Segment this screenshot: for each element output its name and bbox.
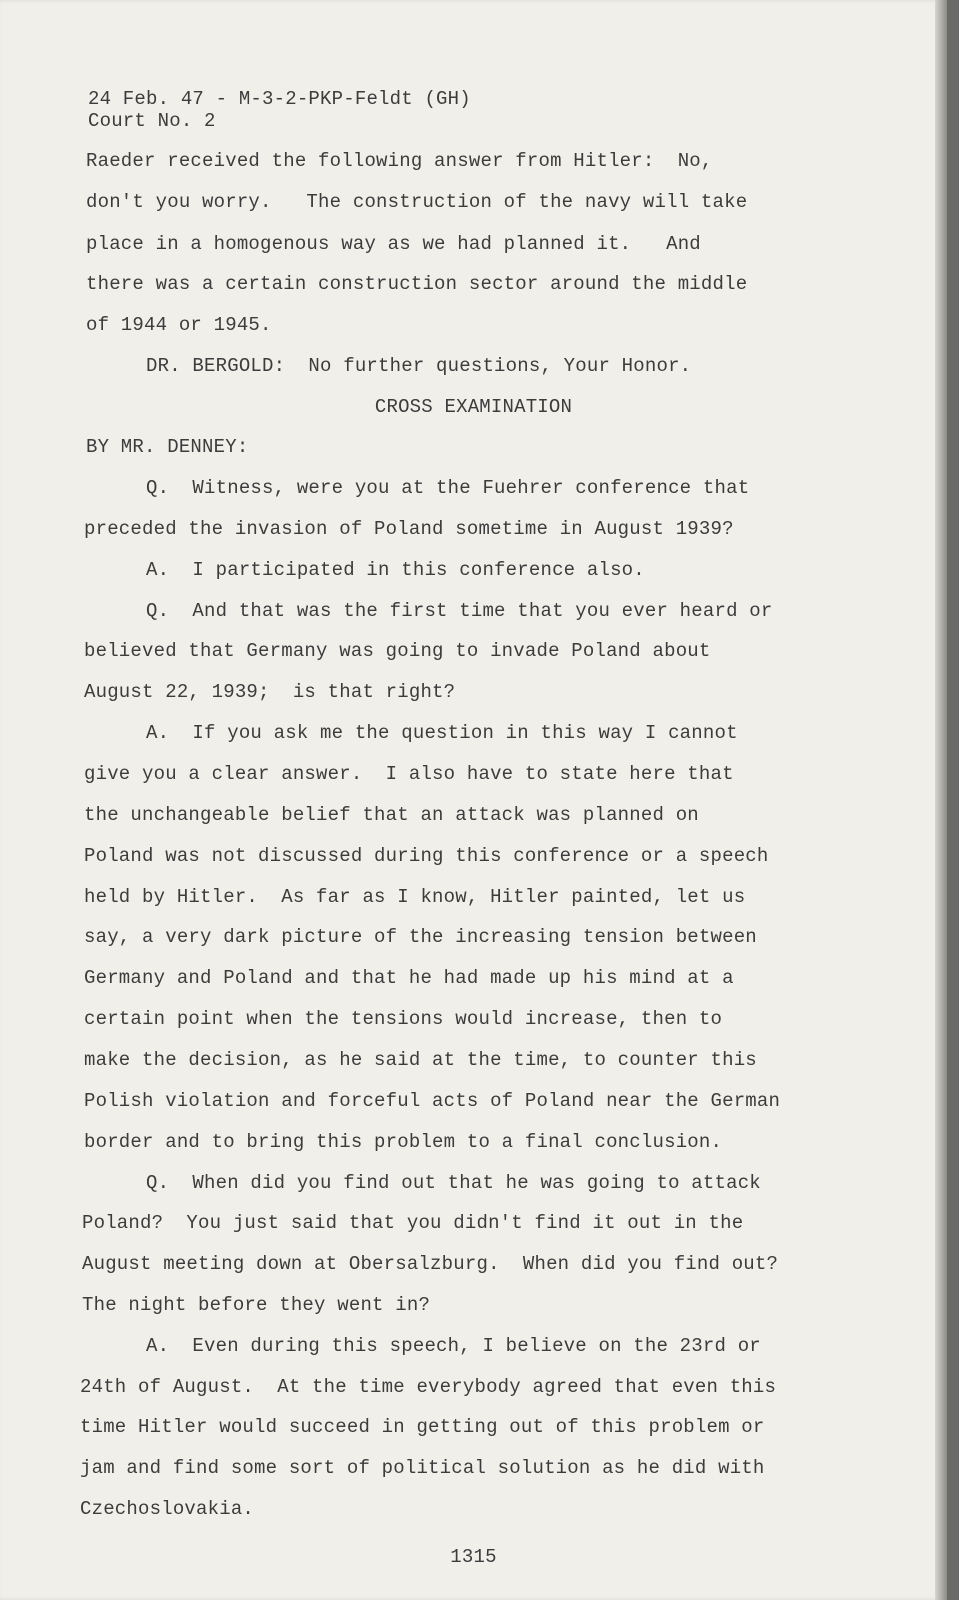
text-line: DR. BERGOLD: No further questions, Your Honor. <box>146 355 692 377</box>
text-line: Q. And that was the first time that you ever heard or <box>146 600 773 622</box>
text-line: say, a very dark picture of the increasing tension between <box>84 926 757 948</box>
text-line: there was a certain construction sector around the middle <box>86 273 748 295</box>
header-line-2: Court No. 2 <box>88 110 216 132</box>
text-line: BY MR. DENNEY: <box>86 436 249 458</box>
text-line: A. If you ask me the question in this way I cannot <box>146 722 738 744</box>
text-line: make the decision, as he said at the time, to counter this <box>84 1049 757 1071</box>
section-heading: CROSS EXAMINATION <box>374 396 573 418</box>
text-line: certain point when the tensions would increase, then to <box>84 1008 723 1030</box>
text-line: don't you worry. The construction of the navy will take <box>86 191 748 213</box>
page-number: 1315 <box>450 1546 497 1568</box>
page-edge-shadow <box>935 0 947 1600</box>
text-line: of 1944 or 1945. <box>86 314 272 336</box>
text-line: A. I participated in this conference also. <box>146 559 645 581</box>
text-line: Czechoslovakia. <box>80 1498 255 1520</box>
text-line: time Hitler would succeed in getting out of this problem or <box>80 1416 765 1438</box>
text-line: Polish violation and forceful acts of Poland near the German <box>84 1090 781 1112</box>
text-line: Q. When did you find out that he was going to attack <box>146 1172 761 1194</box>
text-line: August 22, 1939; is that right? <box>84 681 456 703</box>
text-line: Raeder received the following answer from Hitler: No, <box>86 150 713 172</box>
text-line: Poland was not discussed during this conference or a speech <box>84 845 769 867</box>
text-line: Q. Witness, were you at the Fuehrer conference that <box>146 477 750 499</box>
text-line: believed that Germany was going to invade Poland about <box>84 640 711 662</box>
text-line: 24th of August. At the time everybody agreed that even this <box>80 1376 777 1398</box>
text-line: Germany and Poland and that he had made up his mind at a <box>84 967 734 989</box>
text-line: Poland? You just said that you didn't find it out in the <box>82 1212 744 1234</box>
text-line: The night before they went in? <box>82 1294 431 1316</box>
text-line: held by Hitler. As far as I know, Hitler painted, let us <box>84 886 746 908</box>
text-line: give you a clear answer. I also have to state here that <box>84 763 734 785</box>
text-line: border and to bring this problem to a final conclusion. <box>84 1131 723 1153</box>
text-line: A. Even during this speech, I believe on the 23rd or <box>146 1335 761 1357</box>
header-line-1: 24 Feb. 47 - M-3-2-PKP-Feldt (GH) <box>88 88 471 110</box>
text-line: jam and find some sort of political solution as he did with <box>80 1457 765 1479</box>
text-line: the unchangeable belief that an attack was planned on <box>84 804 699 826</box>
text-line: place in a homogenous way as we had planned it. And <box>86 233 701 255</box>
text-line: preceded the invasion of Poland sometime in August 1939? <box>84 518 734 540</box>
text-line: August meeting down at Obersalzburg. When did you find out? <box>82 1253 779 1275</box>
